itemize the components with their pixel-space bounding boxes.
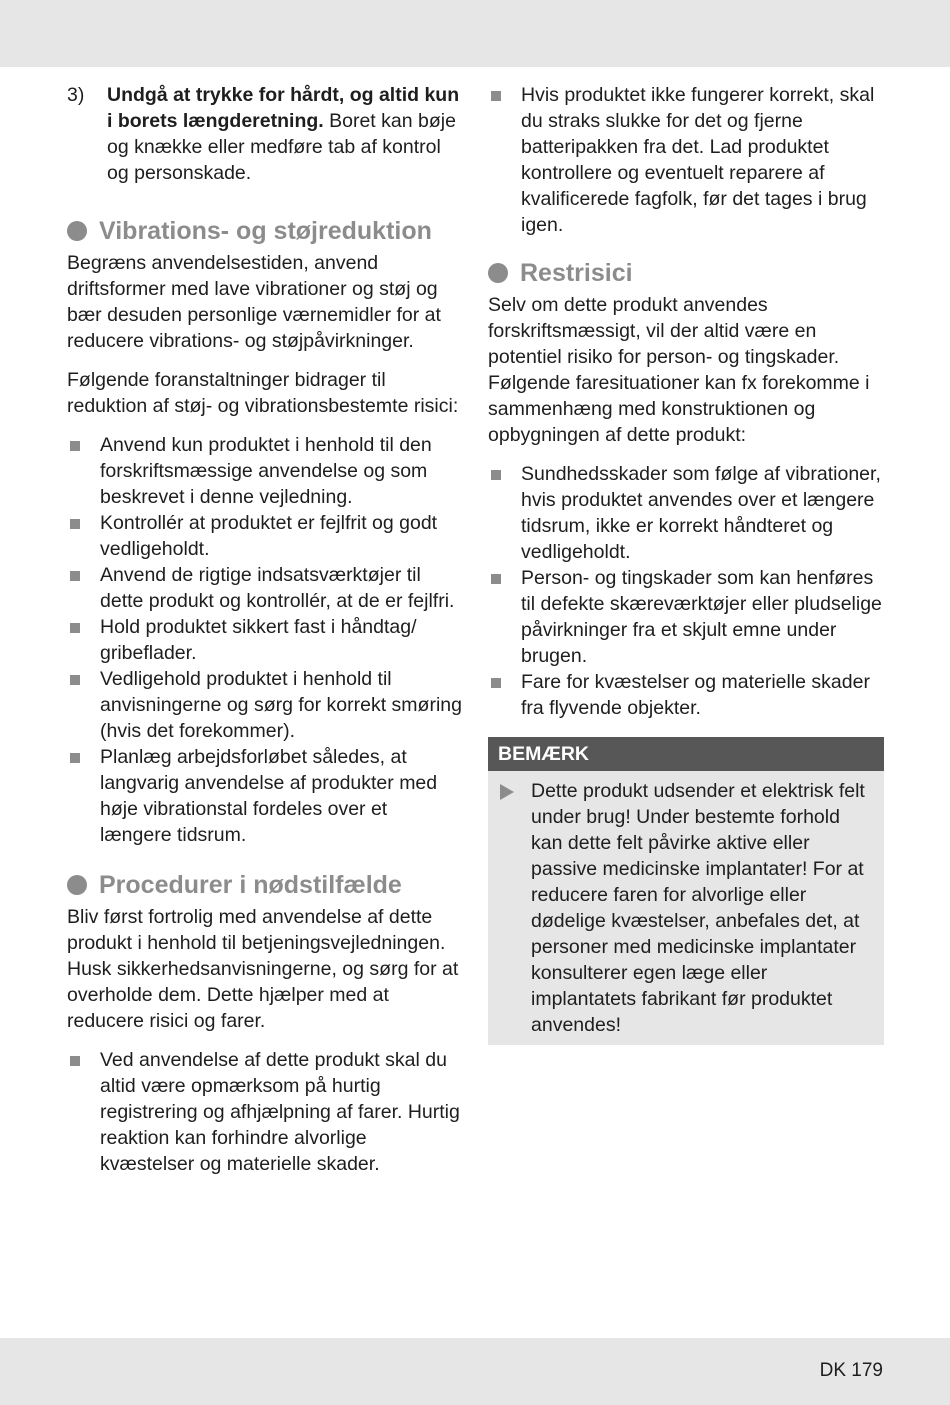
list-item-text: Anvend kun produktet i henhold til den forskriftsmæssige anvendelse og som beskrevet i denne vejledning. (100, 434, 432, 508)
square-bullet-icon (70, 519, 80, 529)
square-bullet-icon (491, 574, 501, 584)
paragraph: Følgende foranstaltninger bidrager til reduktion af støj- og vibrationsbestemte risici: (67, 369, 459, 417)
note-body (488, 771, 884, 1045)
note-box (488, 737, 884, 1045)
paragraph: Selv om dette produkt anvendes forskriftsmæssigt, vil der altid være en potentiel risiko for person- og tingskader. Følgende faresituationer kan fx forekomme i sammenhæng med konstruktionen og opbygningen af dette produkt: (488, 294, 870, 446)
list-item (488, 82, 884, 238)
left-column (67, 82, 462, 1177)
square-bullet-icon (70, 571, 80, 581)
bullet-list (488, 461, 884, 721)
list-item-text: Fare for kvæstelser og materielle skader fra flyvende objekter. (521, 671, 870, 719)
header-band (0, 0, 950, 67)
square-bullet-icon (70, 623, 80, 633)
section-heading-residual-risks (488, 258, 884, 288)
triangle-bullet-icon (500, 784, 514, 800)
list-item (67, 562, 462, 614)
list-item (67, 666, 462, 744)
bullet-list (488, 82, 884, 238)
list-item (67, 614, 462, 666)
step-text (107, 82, 462, 186)
paragraph: Begræns anvendelsestiden, anvend driftsformer med lave vibrationer og støj og bær desuden personlige værnemidler for at reducere vibrations- og støjpåvirkninger. (67, 252, 441, 352)
list-item (67, 1047, 462, 1177)
footer-band (0, 1338, 950, 1405)
square-bullet-icon (491, 678, 501, 688)
list-item (488, 565, 884, 669)
square-bullet-icon (70, 1056, 80, 1066)
page-number: DK 179 (819, 1360, 883, 1381)
square-bullet-icon (70, 441, 80, 451)
list-item-text: Vedligehold produktet i henhold til anvisningerne og sørg for korrekt smøring (hvis det forekommer). (100, 668, 462, 742)
list-item-text: Planlæg arbejdsforløbet således, at langvarig anvendelse af produkter med høje vibrationstal fordeles over et længere tidsrum. (100, 746, 438, 846)
list-item-text: Anvend de rigtige indsatsværktøjer til dette produkt og kontrollér, at de er fejlfri. (100, 564, 455, 612)
section-heading-emergency (67, 870, 462, 900)
list-item-text: Kontrollér at produktet er fejlfrit og godt vedligeholdt. (100, 512, 438, 560)
list-item (488, 669, 884, 721)
section-title: Vibrations- og støjreduktion (99, 217, 432, 245)
note-text: Dette produkt udsender et elektrisk felt under brug! Under bestemte forhold kan dette felt påvirke aktive eller passive medicinske implantater! For at reducere faren for alvorlige eller dødelige kvæstelser, anbefales det, at personer med medicinske implantater konsulterer egen læge eller implantatets fabrikant før produktet anvendes! (531, 780, 865, 1036)
heading-bullet-icon (67, 221, 87, 241)
list-item-text: Hold produktet sikkert fast i håndtag/ gribeflader. (100, 616, 417, 664)
list-item-text: Ved anvendelse af dette produkt skal du altid være opmærksom på hurtig registrering og afhjælpning af farer. Hurtig reaktion kan forhindre alvorlige kvæstelser og materielle skader. (100, 1049, 460, 1175)
list-item (67, 744, 462, 848)
step-text-rest: Boret kan bøje og knække eller medføre tab af kontrol og personskade. (107, 110, 456, 184)
note-title: BEMÆRK (488, 737, 884, 771)
numbered-step (67, 82, 462, 186)
bullet-list (67, 1047, 462, 1177)
square-bullet-icon (491, 91, 501, 101)
square-bullet-icon (491, 470, 501, 480)
heading-bullet-icon (488, 263, 508, 283)
step-number: 3) (67, 84, 85, 106)
list-item-text: Person- og tingskader som kan henføres til defekte skæreværktøjer eller pludselige påvirkninger fra et skjult emne under brugen. (521, 567, 882, 667)
list-item-text: Hvis produktet ikke fungerer korrekt, skal du straks slukke for det og fjerne batteripakken fra det. Lad produktet kontrollere og eventuelt reparere af kvalificerede fagfolk, før det tages i brug igen. (521, 84, 875, 236)
list-item (67, 510, 462, 562)
list-item (488, 461, 884, 565)
list-item-text: Sundhedsskader som følge af vibrationer, hvis produktet anvendes over et længere tidsrum, ikke er korrekt håndteret og vedligeholdt. (521, 463, 881, 563)
square-bullet-icon (70, 753, 80, 763)
square-bullet-icon (70, 675, 80, 685)
section-heading-vibration (67, 216, 462, 246)
heading-bullet-icon (67, 875, 87, 895)
section-title: Restrisici (520, 259, 633, 287)
section-title: Procedurer i nødstilfælde (99, 871, 402, 899)
list-item (67, 432, 462, 510)
step-text-bold: Undgå at trykke for hårdt, og altid kun i borets længderetning. (107, 84, 460, 132)
bullet-list (67, 432, 462, 848)
paragraph: Bliv først fortrolig med anvendelse af dette produkt i henhold til betjeningsvejledningen. Husk sikkerhedsanvisningerne, og sørg for at overholde dem. Dette hjælper med at reducere risici og farer. (67, 906, 459, 1032)
right-column (488, 82, 884, 1045)
